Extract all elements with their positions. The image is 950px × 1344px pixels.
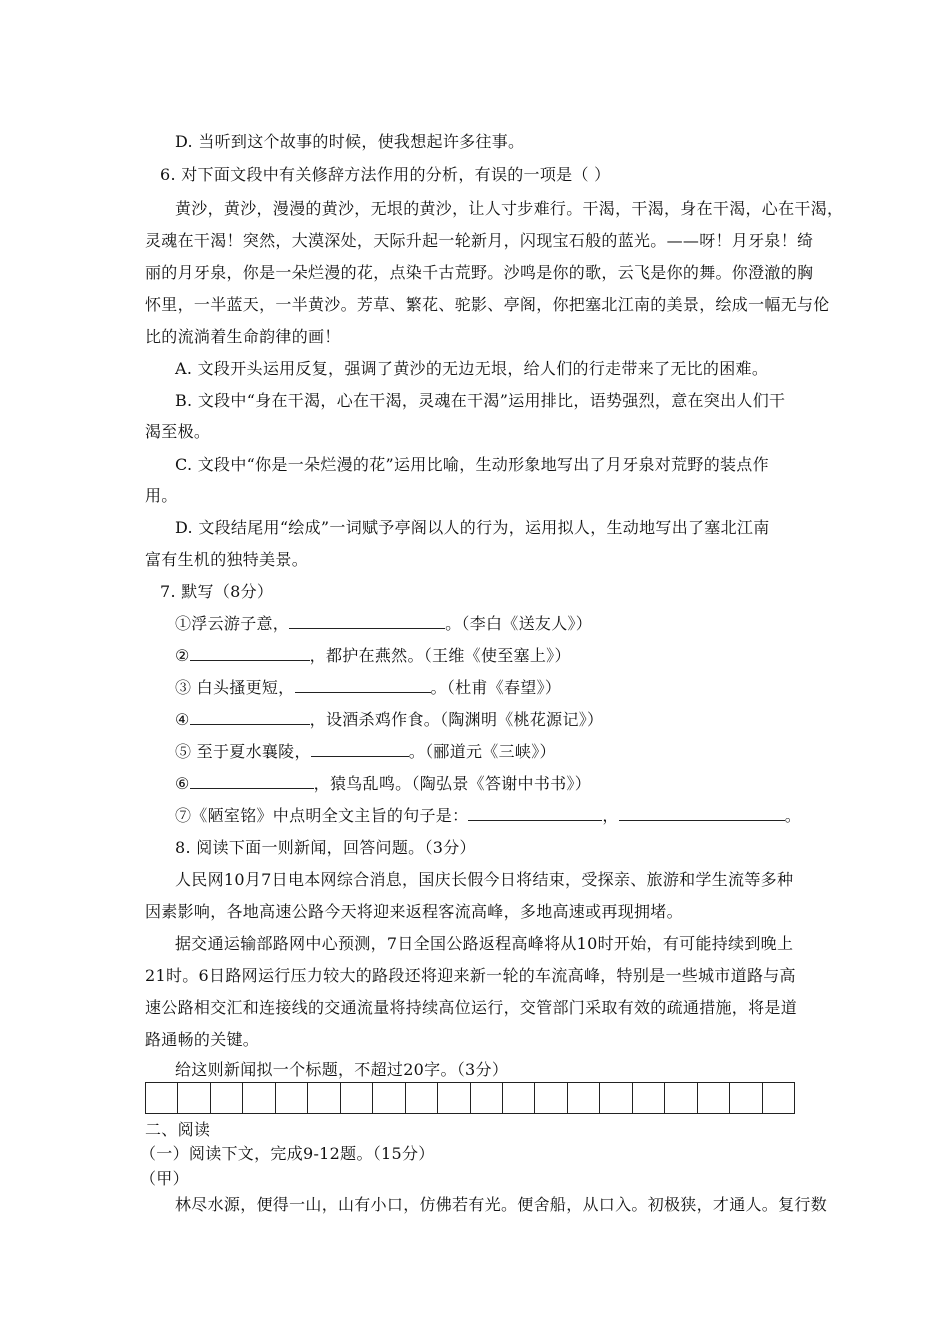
- q7-item-source: 。（郦道元《三峡》）: [408, 742, 556, 761]
- headline-answer-grid[interactable]: [145, 1082, 795, 1114]
- answer-grid-cell[interactable]: [698, 1083, 730, 1113]
- q7-item-text: ②: [175, 646, 190, 665]
- answer-blank[interactable]: [190, 710, 310, 725]
- answer-grid-cell[interactable]: [308, 1083, 340, 1113]
- q8-news-line: 据交通运输部路网中心预测，7日全国公路返程高峰将从10时开始，有可能持续到晚上: [175, 934, 794, 953]
- q7-item-source: 。（李白《送友人》）: [445, 614, 593, 633]
- answer-grid-cell[interactable]: [211, 1083, 243, 1113]
- q6-option-b: B. 文段中“身在干渴，心在干渴，灵魂在干渴”运用排比，语势强烈，意在突出人们干: [175, 391, 786, 410]
- q5-option-d: D. 当听到这个故事的时候，使我想起许多往事。: [175, 132, 525, 151]
- answer-grid-cell[interactable]: [438, 1083, 470, 1113]
- answer-blank[interactable]: [619, 806, 785, 821]
- q6-question: 6. 对下面文段中有关修辞方法作用的分析，有误的一项是（ ）: [160, 165, 611, 184]
- q6-passage-line: 黄沙，黄沙，漫漫的黄沙，无垠的黄沙，让人寸步难行。干渴，干渴，身在干渴，心在干渴，: [175, 199, 844, 218]
- answer-blank[interactable]: [190, 774, 314, 789]
- q7-item-sep: ，: [602, 806, 619, 825]
- answer-blank[interactable]: [468, 806, 602, 821]
- q7-item-7: [175, 806, 801, 826]
- q6-passage-line: 怀里，一半蓝天，一半黄沙。芳草、繁花、驼影、亭阁，你把塞北江南的美景，绘成一幅无与伦: [145, 295, 830, 314]
- answer-grid-cell[interactable]: [406, 1083, 438, 1113]
- q7-item-source: ，猿鸟乱鸣。（陶弘景《答谢中书书》）: [313, 774, 592, 793]
- answer-grid-cell[interactable]: [568, 1083, 600, 1113]
- passage-label: （甲）: [140, 1169, 189, 1188]
- q7-item-text: ④: [175, 710, 190, 729]
- q7-item-source: ，都护在燕然。（王维《使至塞上》）: [309, 646, 571, 665]
- answer-grid-cell[interactable]: [665, 1083, 697, 1113]
- q6-option-c-cont: 用。: [145, 486, 178, 505]
- section-subtitle: （一）阅读下文，完成9-12题。（15分）: [140, 1144, 435, 1163]
- answer-grid-cell[interactable]: [178, 1083, 210, 1113]
- answer-grid-cell[interactable]: [341, 1083, 373, 1113]
- q6-option-d: D. 文段结尾用“绘成”一词赋予亭阁以人的行为，运用拟人，生动地写出了塞北江南: [175, 518, 770, 537]
- q6-option-c: C. 文段中“你是一朵烂漫的花”运用比喻，生动形象地写出了月牙泉对荒野的装点作: [175, 455, 769, 474]
- q7-item-text: ⑤ 至于夏水襄陵，: [175, 742, 311, 761]
- answer-blank[interactable]: [311, 742, 409, 757]
- q7-item-source: ，设酒杀鸡作食。（陶渊明《桃花源记》）: [309, 710, 604, 729]
- section-title: 二、阅读: [145, 1120, 211, 1139]
- answer-blank[interactable]: [190, 646, 310, 661]
- q8-news-line: 路通畅的关键。: [145, 1030, 260, 1049]
- answer-grid-cell[interactable]: [503, 1083, 535, 1113]
- answer-grid-cell[interactable]: [730, 1083, 762, 1113]
- q6-passage-line: 丽的月牙泉，你是一朵烂漫的花，点染千古荒野。沙鸣是你的歌，云飞是你的舞。你澄澈的胸: [145, 263, 814, 282]
- q7-title: 7. 默写（8分）: [160, 582, 274, 601]
- q7-item-text: ①浮云游子意，: [175, 614, 290, 633]
- q6-option-b-cont: 渴至极。: [145, 422, 211, 441]
- q6-option-d-cont: 富有生机的独特美景。: [145, 550, 309, 569]
- answer-grid-cell[interactable]: [763, 1083, 794, 1113]
- answer-grid-cell[interactable]: [535, 1083, 567, 1113]
- q7-item-4: [175, 710, 603, 730]
- answer-grid-cell[interactable]: [243, 1083, 275, 1113]
- q7-item-6: [175, 774, 591, 794]
- q6-option-a: A. 文段开头运用反复，强调了黄沙的无边无垠，给人们的行走带来了无比的困难。: [175, 359, 769, 378]
- q8-prompt: 给这则新闻拟一个标题，不超过20字。（3分）: [175, 1060, 509, 1079]
- answer-blank[interactable]: [295, 678, 431, 693]
- answer-grid-cell[interactable]: [373, 1083, 405, 1113]
- q7-item-end: 。: [784, 806, 802, 825]
- q8-title: 8. 阅读下面一则新闻，回答问题。（3分）: [175, 838, 476, 857]
- q6-passage-line: 比的流淌着生命韵律的画！: [145, 327, 341, 346]
- q8-news-line: 21时。6日路网运行压力较大的路段还将迎来新一轮的车流高峰，特别是一些城市道路与高: [145, 966, 796, 985]
- answer-grid-cell[interactable]: [276, 1083, 308, 1113]
- q7-item-text: ⑦《陋室铭》中点明全文主旨的句子是：: [175, 806, 469, 825]
- passage-text: 林尽水源，便得一山，山有小口，仿佛若有光。便舍船，从口入。初极狭，才通人。复行数: [175, 1195, 828, 1214]
- q7-item-3: [175, 678, 561, 698]
- q7-item-1: [175, 614, 592, 634]
- answer-grid-cell[interactable]: [633, 1083, 665, 1113]
- answer-grid-cell[interactable]: [146, 1083, 178, 1113]
- q7-item-5: [175, 742, 556, 762]
- q8-news-line: 因素影响，各地高速公路今天将迎来返程客流高峰，多地高速或再现拥堵。: [145, 902, 683, 921]
- q8-news-line: 速公路相交汇和连接线的交通流量将持续高位运行，交管部门采取有效的疏通措施，将是道: [145, 998, 798, 1017]
- q7-item-2: [175, 646, 571, 666]
- answer-grid-cell[interactable]: [471, 1083, 503, 1113]
- q7-item-text: ③ 白头搔更短，: [175, 678, 295, 697]
- answer-blank[interactable]: [289, 614, 445, 629]
- q6-passage-line: 灵魂在干渴！突然，大漠深处，天际升起一轮新月，闪现宝石般的蓝光。——呀！月牙泉！绮: [145, 231, 814, 250]
- q7-item-text: ⑥: [175, 774, 190, 793]
- answer-grid-cell[interactable]: [600, 1083, 632, 1113]
- q7-item-source: 。（杜甫《春望》）: [430, 678, 562, 697]
- q8-news-line: 人民网10月7日电本网综合消息，国庆长假今日将结束，受探亲、旅游和学生流等多种: [175, 870, 794, 889]
